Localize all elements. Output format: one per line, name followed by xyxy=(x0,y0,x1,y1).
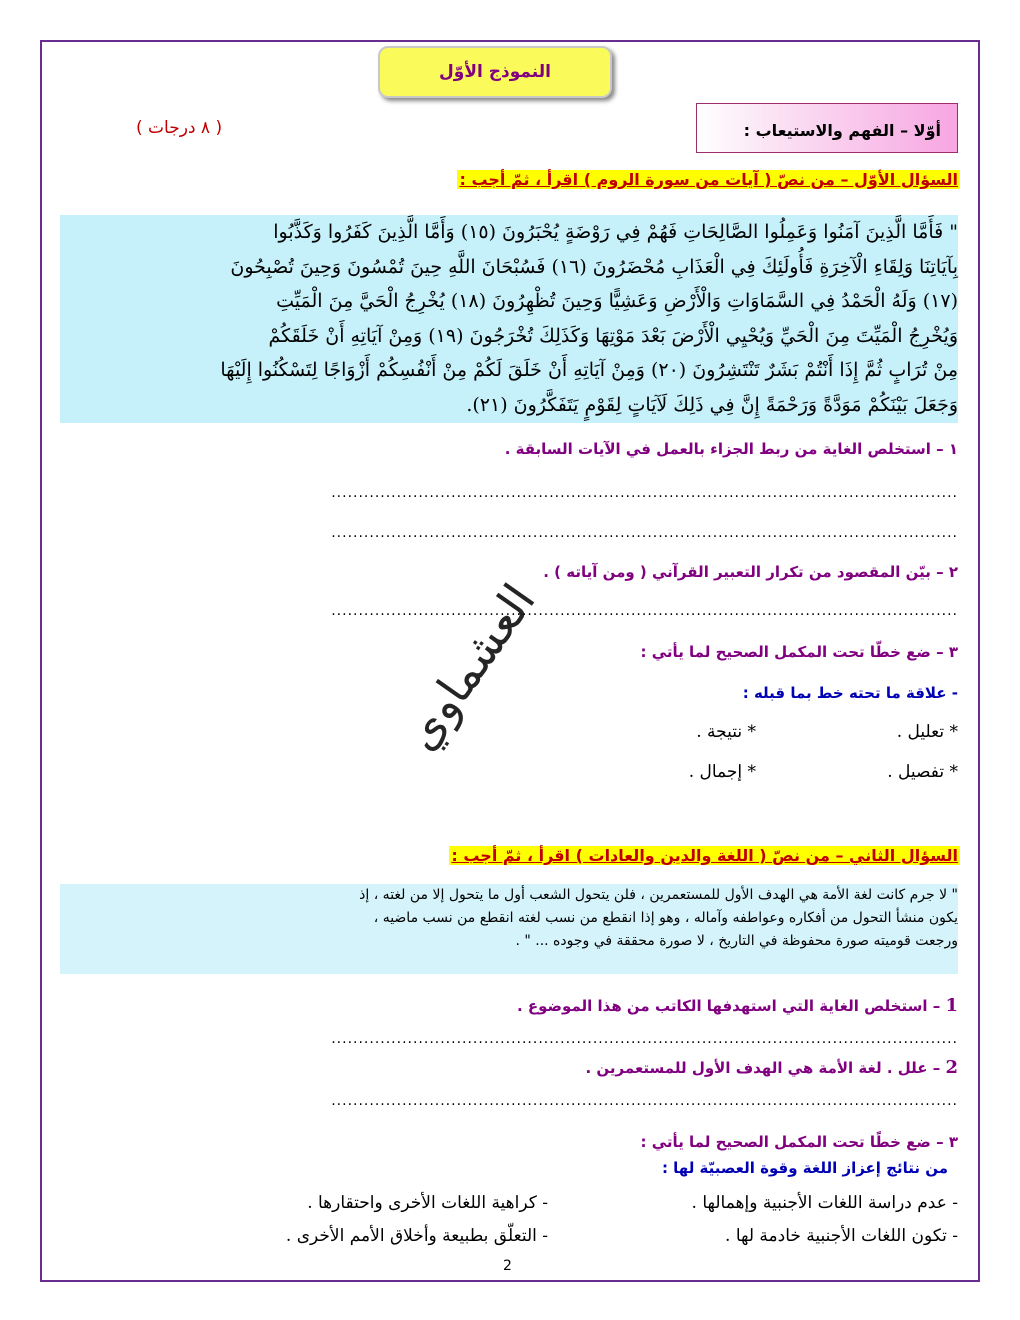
watermark-signature: العشماوي xyxy=(393,574,546,760)
q1-2-text: ٢ – بيّن المقصود من تكرار التعبير القرآني ( ومن آياته ) . xyxy=(543,563,958,581)
answer-line[interactable]: ................................................................................................................... xyxy=(331,485,958,501)
answer-line[interactable]: ................................................................................................................... xyxy=(331,525,958,541)
question2-heading: السؤال الثاني – من نصّ ( اللغة والدين والعادات ) اقرأ ، ثمّ أجب : xyxy=(451,846,958,865)
passage-line: ورجعت قوميته صورة محفوظة في التاريخ ، لا صورة محققة في وجوده ... " . xyxy=(515,933,958,949)
option-item[interactable]: * إجمال . xyxy=(688,762,756,782)
answer-line[interactable]: ................................................................................................................... xyxy=(331,603,958,619)
q2-2-label: – علل . لغة الأمة هي الهدف الأول للمستعمرين . xyxy=(585,1059,941,1077)
q2-1-number: 1 xyxy=(945,995,958,1016)
q2-1-text xyxy=(517,995,958,1016)
option-item[interactable]: * تعليل . xyxy=(896,722,958,742)
q2-2-text xyxy=(586,1057,959,1078)
q2-3-text: ٣ – ضع خطًا تحت المكمل الصحيح لما يأتي : xyxy=(640,1133,958,1151)
q2-3-subprompt: من نتائج إعزاز اللغة وقوة العصبيّة لها : xyxy=(661,1159,948,1177)
reading-passage xyxy=(60,884,958,974)
q2-2-number: 2 xyxy=(945,1057,958,1078)
page-title: النموذج الأوّل xyxy=(378,46,612,98)
verse-line: بِآيَاتِنَا وَلِقَاءِ الْآخِرَةِ فَأُولَئِكَ فِي الْعَذَابِ مُحْضَرُونَ (١٦) فَسُبْحَانَ اللَّهِ حِينَ تُمْسُونَ وَحِينَ تُصْبِحُونَ xyxy=(230,255,958,278)
option-item[interactable]: - عدم دراسة اللغات الأجنبية وإهمالها . xyxy=(691,1193,958,1213)
passage-line: يكون منشأ التحول من أفكاره وعواطفه وآماله ، وهو إذا انقطع من نسب لغته انقطع من نسب ماضيه ، xyxy=(373,910,958,926)
option-item[interactable]: * نتيجة . xyxy=(696,722,756,742)
q2-1-label: – استخلص الغاية التي استهدفها الكاتب من هذا الموضوع . xyxy=(516,997,941,1015)
option-item[interactable]: - التعلّق بطبيعة وأخلاق الأمم الأخرى . xyxy=(285,1226,548,1246)
verse-line: مِنْ تُرَابٍ ثُمَّ إِذَا أَنْتُمْ بَشَرٌ تَنْتَشِرُونَ (٢٠) وَمِنْ آيَاتِهِ أَنْ خَلَقَ لَكُمْ مِنْ أَنْفُسِكُمْ أَزْوَاجًا لِتَسْكُنُوا إِلَيْهَا xyxy=(220,359,958,381)
page-number: 2 xyxy=(503,1258,512,1274)
quran-verses xyxy=(60,215,958,423)
grade-label: ( ٨ درجات ) xyxy=(136,118,223,138)
q1-1-text: ١ – استخلص الغاية من ربط الجزاء بالعمل في الآيات السابقة . xyxy=(504,440,958,458)
verse-line: وَيُخْرِجُ الْمَيِّتَ مِنَ الْحَيِّ وَيُحْيِي الْأَرْضَ بَعْدَ مَوْتِهَا وَكَذَلِكَ تُخْرَجُونَ (١٩) وَمِنْ آيَاتِهِ أَنْ خَلَقَكُمْ xyxy=(268,324,958,347)
section-heading: أوّلا – الفهم والاستيعاب : xyxy=(696,103,958,153)
verse-line: " فَأَمَّا الَّذِينَ آمَنُوا وَعَمِلُوا الصَّالِحَاتِ فَهُمْ فِي رَوْضَةٍ يُحْبَرُونَ (١٥) وَأَمَّا الَّذِينَ كَفَرُوا وَكَذَّبُوا xyxy=(273,221,958,243)
q1-3-text: ٣ – ضع خطّا تحت المكمل الصحيح لما يأتي : xyxy=(640,643,958,661)
option-item[interactable]: - تكون اللغات الأجنبية خادمة لها . xyxy=(725,1226,958,1246)
option-item[interactable]: * تفصيل . xyxy=(887,762,958,782)
verse-line: وَجَعَلَ بَيْنَكُمْ مَوَدَّةً وَرَحْمَةً إِنَّ فِي ذَلِكَ لَآيَاتٍ لِقَوْمٍ يَتَفَكَّرُونَ (٢١). xyxy=(466,393,958,416)
verse-line: (١٧) وَلَهُ الْحَمْدُ فِي السَّمَاوَاتِ وَالْأَرْضِ وَعَشِيًّا وَحِينَ تُظْهِرُونَ (١٨) يُخْرِجُ الْحَيَّ مِنَ الْمَيِّتِ xyxy=(276,290,958,312)
option-item[interactable]: - كراهية اللغات الأخرى واحتقارها . xyxy=(307,1193,548,1213)
q1-3-subprompt: - علاقة ما تحته خط بما قبله : xyxy=(742,684,958,702)
question1-heading: السؤال الأوّل – من نصّ ( آيات من سورة الروم ) اقرأ ، ثمّ أجب : xyxy=(459,170,958,189)
answer-line[interactable]: ................................................................................................................... xyxy=(331,1093,958,1109)
answer-line[interactable]: ................................................................................................................... xyxy=(331,1031,958,1047)
passage-line: " لا جرم كانت لغة الأمة هي الهدف الأول للمستعمرين ، فلن يتحول الشعب أول ما يتحول إلا من لغته ، إذ xyxy=(359,887,958,903)
